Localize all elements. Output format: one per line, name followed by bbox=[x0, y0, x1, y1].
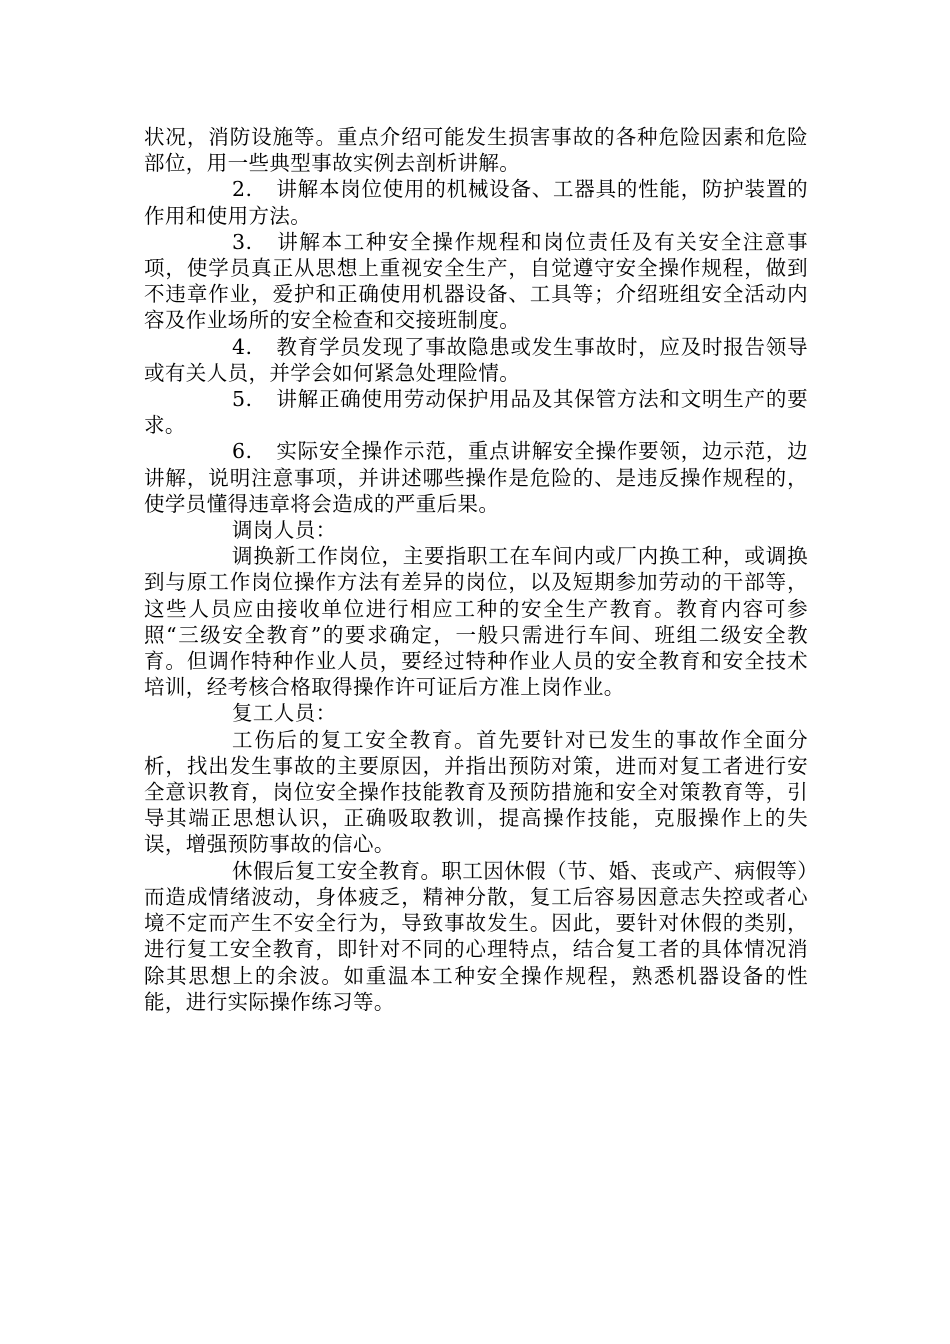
paragraph-item-3 bbox=[144, 229, 808, 334]
item-number: 6. bbox=[232, 439, 253, 464]
item-number: 5. bbox=[232, 387, 253, 412]
paragraph-text: 状况，消防设施等。重点介绍可能发生损害事故的各种危险因素和危险部位，用一些典型事故实例去剖析讲解。 bbox=[144, 125, 808, 176]
paragraph-transfer-staff bbox=[144, 543, 808, 700]
paragraph-text: 调换新工作岗位，主要指职工在车间内或厂内换工种，或调换到与原工作岗位操作方法有差异的岗位，以及短期参加劳动的干部等，这些人员应由接收单位进行相应工种的安全生产教育。教育内容可参照“三级安全教育”的要求确定，一般只需进行车间、班组二级安全教育。但调作特种作业人员，要经过特种作业人员的安全教育和安全技术培训，经考核合格取得操作许可证后方准上岗作业。 bbox=[144, 544, 808, 700]
paragraph-text: 教育学员发现了事故隐患或发生事故时，应及时报告领导或有关人员，并学会如何紧急处理险情。 bbox=[144, 334, 808, 385]
section-heading-returning-staff bbox=[144, 700, 808, 726]
paragraph-text: 工伤后的复工安全教育。首先要针对已发生的事故作全面分析，找出发生事故的主要原因，并指出预防对策，进而对复工者进行安全意识教育，岗位安全操作技能教育及预防措施和安全对策教育等，引导其端正思想认识，正确吸取教训，提高操作技能，克服操作上的失误，增强预防事故的信心。 bbox=[144, 727, 808, 857]
paragraph-text: 复工人员： bbox=[232, 701, 337, 726]
section-heading-transfer-staff bbox=[144, 517, 808, 543]
paragraph-text: 讲解正确使用劳动保护用品及其保管方法和文明生产的要求。 bbox=[144, 387, 808, 438]
paragraph-text: 调岗人员： bbox=[232, 518, 337, 543]
paragraph-item-6 bbox=[144, 438, 808, 517]
paragraph-text: 实际安全操作示范，重点讲解安全操作要领，边示范，边讲解，说明注意事项，并讲述哪些操作是危险的、是违反操作规程的，使学员懂得违章将会造成的严重后果。 bbox=[144, 439, 808, 516]
paragraph-item-5 bbox=[144, 386, 808, 438]
paragraph-text: 休假后复工安全教育。职工因休假（节、婚、丧或产、病假等）而造成情绪波动，身体疲乏，精神分散，复工后容易因意志失控或者心境不定而产生不安全行为，导致事故发生。因此，要针对休假的类别，进行复工安全教育，即针对不同的心理特点，结合复工者的具体情况消除其思想上的余波。如重温本工种安全操作规程，熟悉机器设备的性能，进行实际操作练习等。 bbox=[144, 858, 808, 1014]
item-number: 3. bbox=[232, 229, 253, 254]
document-body bbox=[144, 124, 808, 1015]
paragraph-injury-return bbox=[144, 727, 808, 858]
paragraph-item-2 bbox=[144, 176, 808, 228]
item-number: 2. bbox=[232, 177, 253, 202]
paragraph-item-4 bbox=[144, 334, 808, 386]
paragraph-text: 讲解本岗位使用的机械设备、工器具的性能，防护装置的作用和使用方法。 bbox=[144, 177, 808, 228]
paragraph-text: 讲解本工种安全操作规程和岗位责任及有关安全注意事项，使学员真正从思想上重视安全生产，自觉遵守安全操作规程，做到不违章作业，爱护和正确使用机器设备、工具等；介绍班组安全活动内容及作业场所的安全检查和交接班制度。 bbox=[144, 229, 808, 333]
item-number: 4. bbox=[232, 334, 253, 359]
paragraph-continuation bbox=[144, 124, 808, 176]
paragraph-leave-return bbox=[144, 858, 808, 1015]
